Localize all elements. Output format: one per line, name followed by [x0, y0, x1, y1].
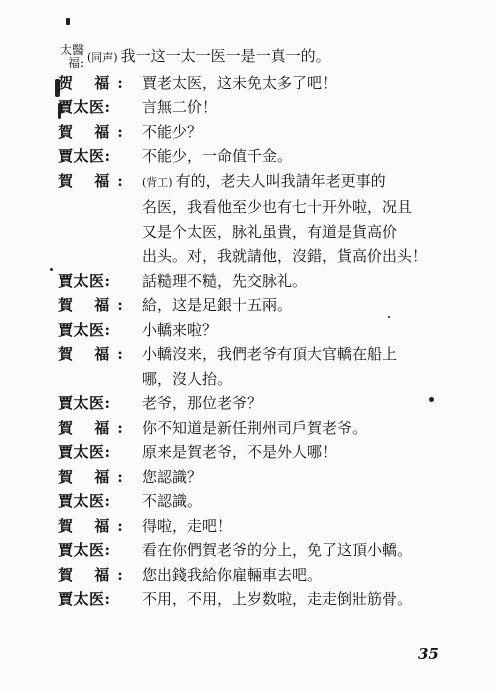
dialogue-continuation: 名医，我看他至少也有七十开外啦，况且 [142, 198, 413, 216]
speech-text: 原来是賀老爷，不是外人哪！ [142, 443, 338, 461]
speaker-name: 賀 福: [58, 296, 131, 314]
speech-text: 您認識？ [142, 467, 203, 486]
speaker-name [32, 44, 84, 70]
speech-text: 看在你們賀老爷的分上，免了这頂小轎。 [142, 541, 413, 559]
speaker-name: 賀 福: [58, 171, 131, 190]
dialogue-line [58, 563, 472, 588]
dialogue-line [58, 514, 472, 539]
speaker-name: 賀 福: [58, 122, 131, 141]
play-script [58, 44, 472, 612]
speaker-name: 賈太医: [58, 443, 111, 461]
stage-direction: (同声) [87, 51, 118, 64]
speech-text: 賈老太医，这未免太多了吧！ [142, 73, 338, 92]
speech-text: 不認識。 [142, 492, 203, 510]
speech-text: 小轎沒来，我們老爷有頂大官轎在船上 [142, 345, 398, 363]
speaker-role-bottom: 福: [67, 56, 84, 70]
dialogue-line [58, 342, 472, 367]
dialogue-line [58, 489, 472, 514]
ink-dot [66, 18, 70, 25]
dialogue-line [58, 440, 472, 465]
speaker-name: 賈太医: [58, 590, 111, 608]
dialogue-line [58, 318, 472, 343]
speech-text: 小轎来啦？ [142, 320, 218, 339]
speaker-name: 賈太医: [58, 271, 111, 290]
dialogue-line [58, 120, 472, 145]
speech-text: 不能少？ [142, 122, 203, 141]
speaker-name: 賈太医: [58, 98, 111, 116]
dialogue-line [32, 44, 472, 71]
speaker-name: 賀 福: [58, 516, 131, 535]
speech-text: 老爷，那位老爷？ [142, 394, 263, 412]
speaker-name: 賀 福: [58, 345, 131, 363]
speech-text: 不用，不用，上岁数啦，走走倒壯筋骨。 [142, 590, 413, 608]
dialogue-line [58, 269, 472, 294]
dialogue-line [58, 416, 472, 441]
dialogue-line [58, 169, 472, 196]
speech-text: (背工) 有的，老夫人叫我請年老更事的 [142, 171, 386, 190]
speaker-name: 賈太医: [58, 320, 111, 339]
speech-text: 給，这是足銀十五兩。 [142, 296, 293, 314]
speaker-name: 賀 福: [58, 467, 131, 486]
page-number: 35 [418, 645, 439, 663]
dialogue-line [58, 71, 472, 96]
speaker-name: 賈太医: [58, 394, 111, 412]
dialogue-continuation: 哪，沒人抬。 [142, 369, 233, 388]
dialogue-line [58, 391, 472, 416]
dialogue-line [58, 95, 472, 120]
dialogue-line [58, 144, 472, 169]
speaker-name: 贺 福: [58, 73, 131, 92]
ink-dot [50, 268, 53, 271]
speech-text: 得啦，走吧！ [142, 516, 233, 535]
speaker-name: 賈太医: [58, 147, 111, 165]
dialogue-line [58, 538, 472, 563]
speech-text: (同声) 我一这一太一医一是一真一的。 [87, 47, 331, 65]
speaker-role-top: 太醫 [59, 43, 84, 57]
speaker-name: 賀 福: [58, 418, 131, 437]
speech-text: 你不知道是新任荆州司戶賀老爷。 [142, 418, 368, 437]
speaker-name: 賈太医: [58, 492, 111, 510]
speech-text: 您出錢我給你雇輛車去吧。 [142, 565, 323, 584]
speaker-name: 賈太医: [58, 541, 111, 559]
speech-text: 話糙理不糙，先交脉礼。 [142, 271, 308, 290]
dialogue-line [58, 293, 472, 318]
dialogue-line [58, 587, 472, 612]
speech-text: 不能少，一命值千金。 [142, 147, 293, 165]
stage-direction: (背工) [142, 175, 173, 189]
dialogue-line [58, 465, 472, 490]
dialogue-continuation: 又是个太医，脉礼虽貴，有道是貨高价 [142, 222, 398, 241]
dialogue-continuation: 出头。对，我就請他，沒錯，貨高价出头！ [142, 247, 428, 265]
speaker-name: 賀 福: [58, 565, 131, 584]
speech-text: 言無二价！ [142, 98, 218, 116]
